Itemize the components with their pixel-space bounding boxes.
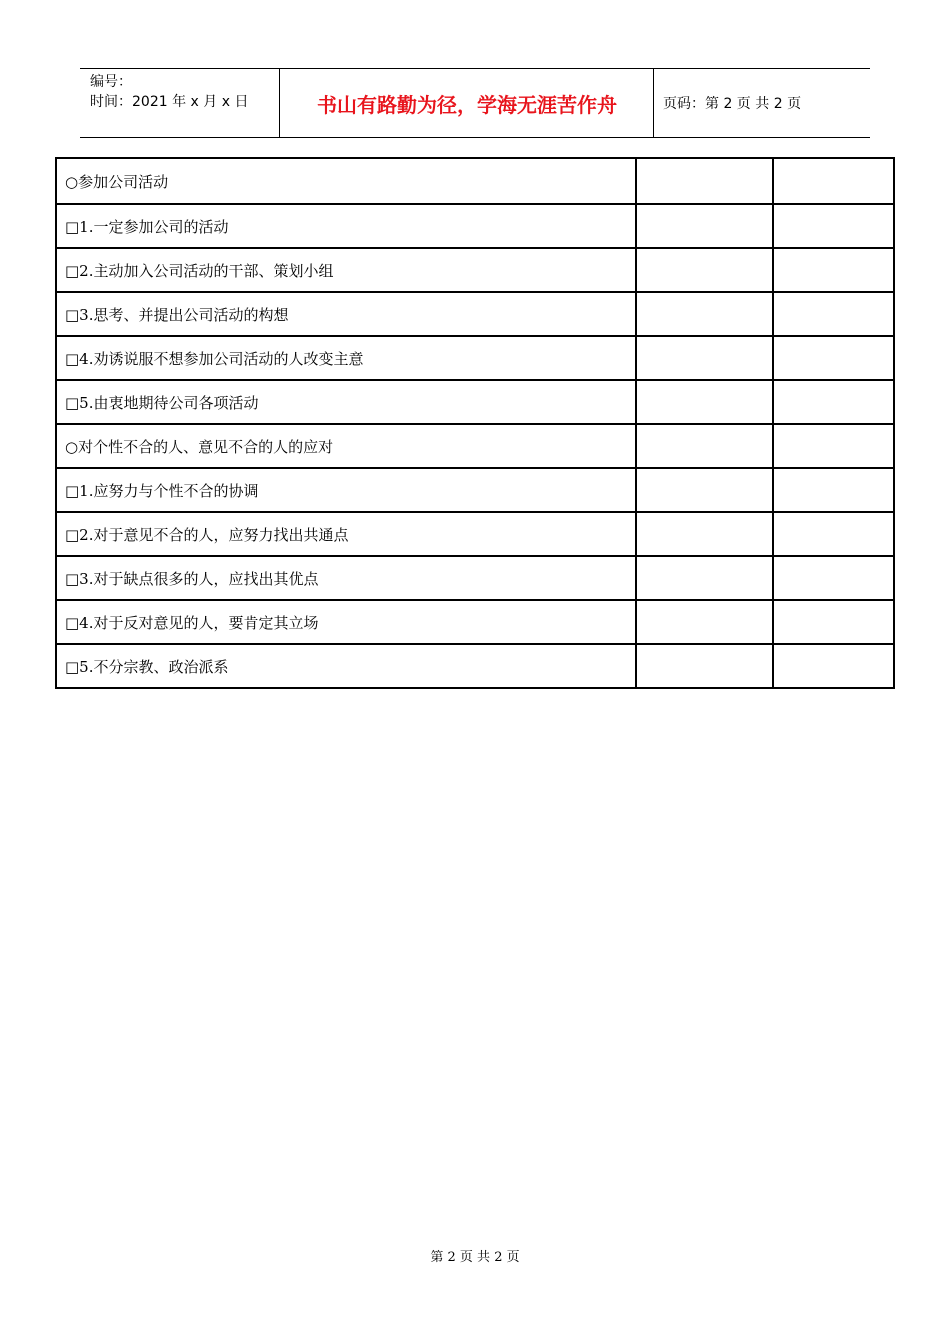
check-cell-b[interactable] [774, 645, 893, 687]
page-header [80, 68, 870, 138]
check-cell-a[interactable] [637, 205, 774, 247]
row-item-text: □1.应努力与个性不合的协调 [57, 469, 637, 511]
check-cell-b[interactable] [774, 337, 893, 379]
table-row [57, 159, 893, 203]
table-row [57, 643, 893, 687]
check-cell-a[interactable] [637, 159, 774, 203]
header-motto: 书山有路勤为径，学海无涯苦作舟 [281, 69, 654, 137]
table-row [57, 599, 893, 643]
row-item-text: □4.劝诱说服不想参加公司活动的人改变主意 [57, 337, 637, 379]
table-row [57, 291, 893, 335]
check-cell-a[interactable] [637, 381, 774, 423]
table-row [57, 335, 893, 379]
check-cell-b[interactable] [774, 381, 893, 423]
check-cell-b[interactable] [774, 601, 893, 643]
check-cell-a[interactable] [637, 513, 774, 555]
check-cell-b[interactable] [774, 159, 893, 203]
check-cell-b[interactable] [774, 513, 893, 555]
check-cell-a[interactable] [637, 249, 774, 291]
check-cell-b[interactable] [774, 293, 893, 335]
row-item-text: □2.主动加入公司活动的干部、策划小组 [57, 249, 637, 291]
table-row [57, 467, 893, 511]
check-cell-a[interactable] [637, 601, 774, 643]
check-cell-a[interactable] [637, 425, 774, 467]
check-cell-b[interactable] [774, 557, 893, 599]
check-cell-a[interactable] [637, 469, 774, 511]
document-number-label: 编号： [90, 74, 132, 90]
table-row [57, 555, 893, 599]
check-cell-a[interactable] [637, 557, 774, 599]
header-page-info: 页码：第 2 页 共 2 页 [663, 96, 802, 112]
table-row [57, 247, 893, 291]
check-cell-b[interactable] [774, 425, 893, 467]
row-item-text: □5.由衷地期待公司各项活动 [57, 381, 637, 423]
document-date-label: 时间：2021 年 x 月 x 日 [90, 94, 249, 110]
check-cell-b[interactable] [774, 205, 893, 247]
row-item-text: □4.对于反对意见的人，要肯定其立场 [57, 601, 637, 643]
header-meta [80, 69, 280, 137]
row-item-text: □2.对于意见不合的人，应努力找出共通点 [57, 513, 637, 555]
check-cell-b[interactable] [774, 249, 893, 291]
check-cell-a[interactable] [637, 293, 774, 335]
row-item-text: ○对个性不合的人、意见不合的人的应对 [57, 425, 637, 467]
row-item-text: ○参加公司活动 [57, 159, 637, 203]
check-cell-b[interactable] [774, 469, 893, 511]
checklist-table [55, 157, 895, 689]
table-row [57, 379, 893, 423]
page-footer: 第 2 页 共 2 页 [430, 1250, 520, 1265]
table-row [57, 203, 893, 247]
table-row [57, 511, 893, 555]
row-item-text: □1.一定参加公司的活动 [57, 205, 637, 247]
row-item-text: □3.对于缺点很多的人，应找出其优点 [57, 557, 637, 599]
check-cell-a[interactable] [637, 337, 774, 379]
check-cell-a[interactable] [637, 645, 774, 687]
row-item-text: □3.思考、并提出公司活动的构想 [57, 293, 637, 335]
row-item-text: □5.不分宗教、政治派系 [57, 645, 637, 687]
table-row [57, 423, 893, 467]
